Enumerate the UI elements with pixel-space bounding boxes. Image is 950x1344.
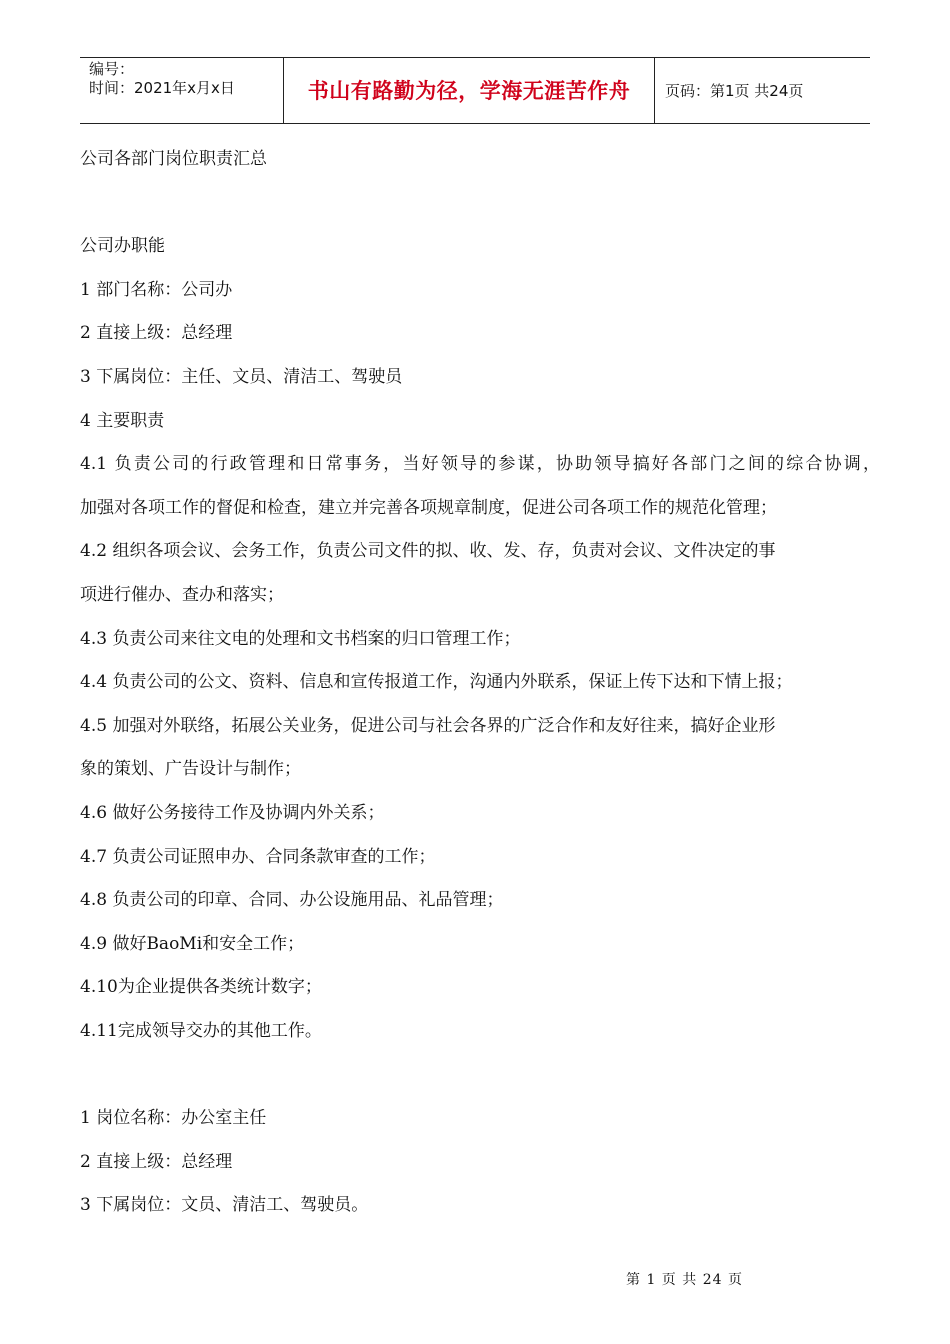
duty-line: 4.1 负责公司的行政管理和日常事务，当好领导的参谋，协助领导搞好各部门之间的综合协调， xyxy=(80,454,880,475)
duty-line: 项进行催办、查办和落实； xyxy=(80,584,284,605)
header-page-info: 页码：第1页 共24页 xyxy=(665,82,804,100)
duty-line: 4.6 做好公务接待工作及协调内外关系； xyxy=(80,802,385,823)
document-title: 公司各部门岗位职责汇总 xyxy=(80,149,267,169)
duty-line: 加强对各项工作的督促和检查，建立并完善各项规章制度，促进公司各项工作的规范化管理； xyxy=(80,497,777,518)
page-header xyxy=(80,57,870,124)
header-divider xyxy=(654,58,655,124)
dept-line: 2 直接上级：总经理 xyxy=(80,323,233,344)
duty-line: 4.10为企业提供各类统计数字； xyxy=(80,977,322,998)
header-meta xyxy=(89,60,279,98)
duty-line: 象的策划、广告设计与制作； xyxy=(80,759,301,780)
duty-line: 4.3 负责公司来往文电的处理和文书档案的归口管理工作； xyxy=(80,628,521,649)
header-motto: 书山有路勤为径，学海无涯苦作舟 xyxy=(307,79,631,103)
position-line: 3 下属岗位：文员、清洁工、驾驶员。 xyxy=(80,1195,369,1216)
duty-line: 4.2 组织各项会议、会务工作，负责公司文件的拟、收、发、存，负责对会议、文件决定的事 xyxy=(80,541,776,562)
dept-line: 1 部门名称：公司办 xyxy=(80,279,233,300)
document-time-label: 时间：2021年x月x日 xyxy=(89,79,235,97)
blank-line xyxy=(80,1053,880,1097)
duty-line: 4.4 负责公司的公文、资料、信息和宣传报道工作，沟通内外联系，保证上传下达和下情上报； xyxy=(80,672,793,693)
position-line: 2 直接上级：总经理 xyxy=(80,1151,233,1172)
position-line: 1 岗位名称：办公室主任 xyxy=(80,1108,267,1129)
document-body xyxy=(80,138,880,1228)
duty-line: 4.11完成领导交办的其他工作。 xyxy=(80,1020,322,1041)
duty-line: 4.9 做好BaoMi和安全工作； xyxy=(80,933,305,954)
blank-line xyxy=(80,182,880,226)
duty-line: 4.5 加强对外联络，拓展公关业务，促进公司与社会各界的广泛合作和友好往来，搞好企业形 xyxy=(80,715,776,736)
section-title: 公司办职能 xyxy=(80,236,165,257)
duty-line: 4.7 负责公司证照申办、合同条款审查的工作； xyxy=(80,846,436,867)
document-number-label: 编号： xyxy=(89,60,135,78)
dept-line: 3 下属岗位：主任、文员、清洁工、驾驶员 xyxy=(80,366,403,387)
page-footer: 第 1 页 共 24 页 xyxy=(626,1272,743,1288)
duty-line: 4.8 负责公司的印章、合同、办公设施用品、礼品管理； xyxy=(80,890,504,911)
dept-line: 4 主要职责 xyxy=(80,410,165,431)
